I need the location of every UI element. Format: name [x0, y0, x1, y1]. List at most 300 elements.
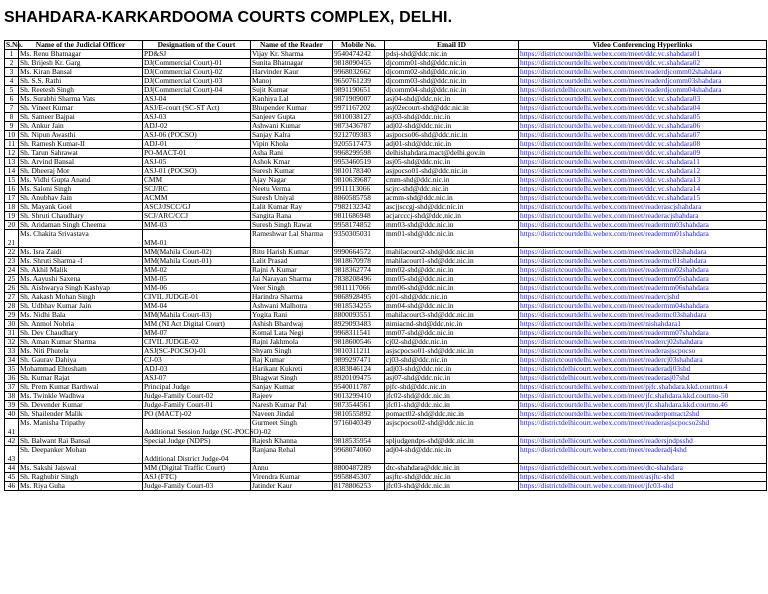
- reader-name-cell: Sanjeev Gupta: [251, 113, 333, 122]
- sno-cell: 26: [5, 284, 19, 293]
- court-designation-cell: ASJ/E-court (SC-ST Act): [143, 104, 251, 113]
- sno-cell: 15: [5, 176, 19, 185]
- court-designation-cell: DJ(Commercial Court)-02: [143, 68, 251, 77]
- vc-link[interactable]: https://districtcourtdelhi.webex.com/meet/ddc.vc.shahdara08: [519, 140, 767, 149]
- court-designation-cell: Additional District Judge-04: [143, 446, 251, 464]
- officer-name-cell: Sh. Gaurav Dahiya: [19, 356, 143, 365]
- reader-name-cell: Raj Kumar: [251, 356, 333, 365]
- sno-cell: 43: [5, 446, 19, 464]
- officer-name-cell: Ms. Chakita Srivastava: [19, 230, 143, 248]
- vc-link[interactable]: https://districtdelhicourt.webex.com/meet/readerdjcomm04shahdara: [519, 86, 767, 95]
- sno-cell: 31: [5, 329, 19, 338]
- officer-name-cell: Sh. S.S. Rathi: [19, 77, 143, 86]
- court-designation-cell: MM (NI Act Digital Court): [143, 320, 251, 329]
- officer-name-cell: Sh. Aman Kumar Sharma: [19, 338, 143, 347]
- court-designation-cell: MM(Mahila Court-03): [143, 311, 251, 320]
- officer-name-cell: Sh. Aakash Mohan Singh: [19, 293, 143, 302]
- reader-name-cell: Suresh Singh Rawat: [251, 221, 333, 230]
- vc-link[interactable]: https://districtdelhicourt.webex.com/meet/readerasjscpocso2shd: [519, 419, 767, 437]
- email-cell: mm05-shd@ddc.nic.in: [385, 275, 519, 284]
- reader-name-cell: Naresh Kumar Pal: [251, 401, 333, 410]
- reader-name-cell: Virendra Kumar: [251, 473, 333, 482]
- officer-name-cell: Sh. Reetesh Singh: [19, 86, 143, 95]
- court-designation-cell: ASJ-04: [143, 95, 251, 104]
- court-designation-cell: ACMM: [143, 194, 251, 203]
- reader-name-cell: Yogita Rani: [251, 311, 333, 320]
- vc-link[interactable]: https://districtcourtdelhi.webex.com/meet/ddc.vc.shahdara03: [519, 95, 767, 104]
- email-cell: djcomm01-shd@ddc.nic.in: [385, 59, 519, 68]
- mobile-cell: 9818600546: [333, 338, 385, 347]
- email-cell: mm01-shd@ddc.nic.in: [385, 230, 519, 248]
- officer-name-cell: Ms. Riya Guha: [19, 482, 143, 491]
- email-cell: asjpocso01-shd@ddc.nic.in: [385, 167, 519, 176]
- sno-cell: 21: [5, 230, 19, 248]
- email-cell: acjarcccj-shd@ddc.nic.in: [385, 212, 519, 221]
- court-designation-cell: ASJ-01 (POCSO): [143, 167, 251, 176]
- officer-name-cell: Ms. Nidhi Bala: [19, 311, 143, 320]
- sno-cell: 41: [5, 419, 19, 437]
- court-designation-cell: ASJ(SC-POCSO)-01: [143, 347, 251, 356]
- court-designation-cell: MM-01: [143, 230, 251, 248]
- court-designation-cell: MM-05: [143, 275, 251, 284]
- email-cell: asjpocso06-shd@ddc.nic.in: [385, 131, 519, 140]
- vc-link[interactable]: https://districtcourtdelhi.webex.com/meet/ddc.vc.shahdara13: [519, 176, 767, 185]
- sno-cell: 35: [5, 365, 19, 374]
- court-designation-cell: CJ-03: [143, 356, 251, 365]
- mobile-cell: 9540474242: [333, 50, 385, 59]
- vc-link[interactable]: https://districtcourtdelhi.webex.com/meet/ddc.vc.shahdara12: [519, 167, 767, 176]
- reader-name-cell: Vipin Khola: [251, 140, 333, 149]
- reader-name-cell: Bhupender Kumar: [251, 104, 333, 113]
- header-reader: Name of the Reader: [251, 41, 333, 50]
- officer-name-cell: Sh. Anmol Nohria: [19, 320, 143, 329]
- vc-link[interactable]: https://districtcourtdelhi.webex.com/meet/readermm01shahdara: [519, 230, 767, 248]
- reader-name-cell: Vijay Kr. Sharma: [251, 50, 333, 59]
- reader-name-cell: Sanjay Kumar: [251, 383, 333, 392]
- officer-name-cell: Sh. Ramesh Kumar-II: [19, 140, 143, 149]
- sno-cell: 33: [5, 347, 19, 356]
- reader-name-cell: Neetu Verma: [251, 185, 333, 194]
- sno-cell: 4: [5, 77, 19, 86]
- sno-cell: 8: [5, 113, 19, 122]
- vc-link[interactable]: https://districtdelhicourt.webex.com/meet/asjftc-shd: [519, 473, 767, 482]
- officer-name-cell: Sh. Raghubir Singh: [19, 473, 143, 482]
- sno-cell: 20: [5, 221, 19, 230]
- court-designation-cell: MM(Mahila Court-02): [143, 248, 251, 257]
- vc-link[interactable]: https://districtcourtdelhi.webex.com/meet/readermm06shahdara: [519, 284, 767, 293]
- officer-name-cell: Ms. Saloni Singh: [19, 185, 143, 194]
- sno-cell: 22: [5, 248, 19, 257]
- mobile-cell: 9968032662: [333, 68, 385, 77]
- sno-cell: 45: [5, 473, 19, 482]
- sno-cell: 36: [5, 374, 19, 383]
- mobile-cell: 8178806253: [333, 482, 385, 491]
- sno-cell: 7: [5, 104, 19, 113]
- reader-name-cell: Gurmeet Singh: [251, 419, 333, 437]
- court-designation-cell: ADJ-03: [143, 365, 251, 374]
- email-cell: dtc-shahdara@ddc.nic.in: [385, 464, 519, 473]
- vc-link[interactable]: https://districtcourtdelhi.webex.com/meet/readermm05shahdara: [519, 275, 767, 284]
- mobile-cell: 9818534255: [333, 302, 385, 311]
- header-sno: S.No.: [6, 40, 23, 49]
- court-designation-cell: Principal Judge: [143, 383, 251, 392]
- court-designation-cell: ASJ-06 (POCSO): [143, 131, 251, 140]
- vc-link[interactable]: https://districtcourtdelhi.webex.com/meet/ddc.vc.shahdara01: [519, 50, 767, 59]
- mobile-cell: 8920109475: [333, 374, 385, 383]
- vc-link[interactable]: https://districtdelhicourt.webex.com/meet/readerasj07shd: [519, 374, 767, 383]
- mobile-cell: 9899297471: [333, 356, 385, 365]
- vc-link[interactable]: https://districtcourtdelhi.webex.com/meet/ddc.vc.shahdara15: [519, 194, 767, 203]
- email-cell: scjrc-shd@ddc.nic.in: [385, 185, 519, 194]
- sno-cell: 14: [5, 167, 19, 176]
- court-designation-cell: Judge-Family Court-03: [143, 482, 251, 491]
- sno-cell: 5: [5, 86, 19, 95]
- reader-name-cell: Rajni A Kumar: [251, 266, 333, 275]
- sno-cell: 13: [5, 158, 19, 167]
- officer-name-cell: Ms. Manisha Tripathy: [19, 419, 143, 437]
- reader-name-cell: Harindra Sharma: [251, 293, 333, 302]
- officer-name-cell: Sh. Nipun Awasthi: [19, 131, 143, 140]
- sno-cell: 34: [5, 356, 19, 365]
- sno-cell: 16: [5, 185, 19, 194]
- mobile-cell: 9818362774: [333, 266, 385, 275]
- email-cell: cj03-shd@ddc.nic.in: [385, 356, 519, 365]
- court-designation-cell: ADJ-01: [143, 140, 251, 149]
- email-cell: asjscpocso02-shd@ddc.nic.in: [385, 419, 519, 437]
- officer-name-cell: Ms. Kiran Bansal: [19, 68, 143, 77]
- mobile-cell: 9810639687: [333, 176, 385, 185]
- email-cell: asjftc-shd@ddc.nic.in: [385, 473, 519, 482]
- email-cell: adj02-shd@ddc.nic.in: [385, 122, 519, 131]
- sno-cell: 29: [5, 311, 19, 320]
- sno-cell: 19: [5, 212, 19, 221]
- officer-name-cell: Sh. Akhil Malik: [19, 266, 143, 275]
- officer-name-cell: Sh. Devender Kumar: [19, 401, 143, 410]
- vc-link[interactable]: https://districtcourtdelhi.webex.com/meet/readerasjscpocso: [519, 347, 767, 356]
- mobile-cell: 9212709383: [333, 131, 385, 140]
- mobile-cell: 9811686948: [333, 212, 385, 221]
- officer-name-cell: Sh. Kumar Rajat: [19, 374, 143, 383]
- reader-name-cell: Komal Lata Negi: [251, 329, 333, 338]
- vc-link[interactable]: https://districtcourtdelhi.webex.com/meet/readeracjshahdara: [519, 212, 767, 221]
- officer-name-cell: Sh. Shruti Chaudhary: [19, 212, 143, 221]
- mobile-cell: 8929093483: [333, 320, 385, 329]
- sno-cell: 32: [5, 338, 19, 347]
- vc-link[interactable]: https://districtcourtdelhi.webex.com/meet/readerdjcomm03shahdara: [519, 77, 767, 86]
- vc-link[interactable]: https://districtcourtdelhi.webex.com/meet/readercjshd: [519, 293, 767, 302]
- reader-name-cell: Veer Singh: [251, 284, 333, 293]
- vc-link[interactable]: https://districtdelhicourt.webex.com/meet/jfc03-shd: [519, 482, 767, 491]
- mobile-cell: 9810555892: [333, 410, 385, 419]
- court-designation-cell: DJ(Commercial Court)-03: [143, 77, 251, 86]
- sno-cell: 28: [5, 302, 19, 311]
- vc-link[interactable]: https://districtcourtdelhi.webex.com/meet/nishahdara1: [519, 320, 767, 329]
- reader-name-cell: Asha Rani: [251, 149, 333, 158]
- mobile-cell: 9891190651: [333, 86, 385, 95]
- sno-cell: 46: [5, 482, 19, 491]
- mobile-cell: 9873544561: [333, 401, 385, 410]
- email-cell: mm02-shd@ddc.nic.in: [385, 266, 519, 275]
- sno-cell: 11: [5, 140, 19, 149]
- mobile-cell: 9810311211: [333, 347, 385, 356]
- mobile-cell: 9911113066: [333, 185, 385, 194]
- reader-name-cell: Rajni Jakhmola: [251, 338, 333, 347]
- reader-name-cell: Ashwani Kumar: [251, 122, 333, 131]
- sno-cell: 44: [5, 464, 19, 473]
- sno-cell: 38: [5, 392, 19, 401]
- judicial-officers-table: [4, 40, 767, 491]
- court-designation-cell: SCJ/ARC/CCJ: [143, 212, 251, 221]
- officer-name-cell: Sh. Dheeraj Mor: [19, 167, 143, 176]
- court-designation-cell: ASJ-03: [143, 113, 251, 122]
- officer-name-cell: Ms. Niti Phutela: [19, 347, 143, 356]
- reader-name-cell: Rajesh Khanna: [251, 437, 333, 446]
- officer-name-cell: Ms. Isra Zaidi: [19, 248, 143, 257]
- mobile-cell: 9350305031: [333, 230, 385, 248]
- vc-link[interactable]: https://districtcourtdelhi.webex.com/meet/readercj03shahdara: [519, 356, 767, 365]
- sno-cell: 9: [5, 122, 19, 131]
- email-cell: pomact02-shd@ddc.nic.in: [385, 410, 519, 419]
- email-cell: adj04-shd@ddc.nic.in: [385, 446, 519, 464]
- mobile-cell: 9811117066: [333, 284, 385, 293]
- court-designation-cell: PD&SJ: [143, 50, 251, 59]
- vc-link[interactable]: https://districtcourtdelhi.webex.com/meet/readermm07shahdara: [519, 329, 767, 338]
- email-cell: asj05-shd@ddc.nic.in: [385, 158, 519, 167]
- mobile-cell: 9818535954: [333, 437, 385, 446]
- reader-name-cell: Sanjay Kalra: [251, 131, 333, 140]
- email-cell: cj02-shd@ddc.nic.in: [385, 338, 519, 347]
- mobile-cell: 9810178340: [333, 167, 385, 176]
- sno-cell: 18: [5, 203, 19, 212]
- email-cell: pjfc-shd@ddc.nic.in: [385, 383, 519, 392]
- court-designation-cell: MM-07: [143, 329, 251, 338]
- officer-name-cell: Sh. Sameer Bajpai: [19, 113, 143, 122]
- court-designation-cell: ADJ-02: [143, 122, 251, 131]
- reader-name-cell: Ranjana Rehal: [251, 446, 333, 464]
- court-designation-cell: MM-03: [143, 221, 251, 230]
- email-cell: jfc03-shd@ddc.nic.in: [385, 482, 519, 491]
- table-row: [5, 230, 767, 248]
- sno-cell: 37: [5, 383, 19, 392]
- sno-cell: 42: [5, 437, 19, 446]
- email-cell: mm06-shd@ddc.nic.in: [385, 284, 519, 293]
- reader-name-cell: Lalit Prasad: [251, 257, 333, 266]
- email-cell: mm07-shd@ddc.nic.in: [385, 329, 519, 338]
- mobile-cell: 8383846124: [333, 365, 385, 374]
- email-cell: mahilacourt1-shd@ddc.nic.in: [385, 257, 519, 266]
- sno-cell: 25: [5, 275, 19, 284]
- court-designation-cell: CIVIL JUDGE-02: [143, 338, 251, 347]
- vc-link[interactable]: https://districtcourtdelhi.webex.com/meet/readerpomact2shd: [519, 410, 767, 419]
- sno-cell: 39: [5, 401, 19, 410]
- court-designation-cell: DJ(Commercial Court)-04: [143, 86, 251, 95]
- mobile-cell: 9868928495: [333, 293, 385, 302]
- mobile-cell: 7982132342: [333, 203, 385, 212]
- email-cell: ascjjsccgj-shd@ddc.nic.in: [385, 203, 519, 212]
- vc-link[interactable]: https://districtcourtdelhi.webex.com/meet/readermc02shahdara: [519, 248, 767, 257]
- court-designation-cell: MM(Mahila Court-01): [143, 257, 251, 266]
- vc-link[interactable]: https://districtcourtdelhi.webex.com/meet/ddc.vc.shahdara05: [519, 113, 767, 122]
- header-court: Designation of the Court: [143, 41, 251, 50]
- mobile-cell: 7838208496: [333, 275, 385, 284]
- officer-name-cell: Sh. Tarun Sahrawat: [19, 149, 143, 158]
- mobile-cell: 9540011787: [333, 383, 385, 392]
- email-cell: mahilacourt2-shd@ddc.nic.in: [385, 248, 519, 257]
- vc-link[interactable]: https://districtcourtdelhi.webex.com/meet/ddc.vc.shahdara09: [519, 149, 767, 158]
- officer-name-cell: Sh. Shailender Malik: [19, 410, 143, 419]
- officer-name-cell: Sh. Dev Chaudhary: [19, 329, 143, 338]
- header-vc-link: Video Conferencing Hyperlinks: [519, 41, 767, 50]
- email-cell: mm03-shd@ddc.nic.in: [385, 221, 519, 230]
- sno-cell: 6: [5, 95, 19, 104]
- reader-name-cell: Kanhiya Lal: [251, 95, 333, 104]
- vc-link[interactable]: https://districtcourtdelhi.webex.com/meet/readerascjshahdara: [519, 203, 767, 212]
- vc-link[interactable]: https://districtcourtdelhi.webex.com/meet/readermm03shahdara: [519, 221, 767, 230]
- mobile-cell: 9968074060: [333, 446, 385, 464]
- vc-link[interactable]: https://districtcourtdelhi.webex.com/meet/ddc.vc.shahdara02: [519, 59, 767, 68]
- vc-link[interactable]: https://districtdelhicourt.webex.com/meet/dtc-shahdara: [519, 464, 767, 473]
- court-designation-cell: PO (MACT)-02: [143, 410, 251, 419]
- vc-link[interactable]: https://districtcourtdelhi.webex.com/meet/ddc.vc.shahdara11: [519, 158, 767, 167]
- mobile-cell: 8860585758: [333, 194, 385, 203]
- court-designation-cell: DJ(Commercial Court)-01: [143, 59, 251, 68]
- email-cell: adj01-shd@ddc.nic.in: [385, 140, 519, 149]
- vc-link[interactable]: https://districtcourtdelhi.webex.com/meet/ddc.vc.shahdara06: [519, 122, 767, 131]
- court-designation-cell: MM-02: [143, 266, 251, 275]
- officer-name-cell: Ms. Surabhi Sharma Vats: [19, 95, 143, 104]
- email-cell: adj03-shd@ddc.nic.in: [385, 365, 519, 374]
- mobile-cell: 9953460519: [333, 158, 385, 167]
- vc-link[interactable]: https://districtcourtdelhi.webex.com/meet/jfc.shahdara.kkd.courtno-50: [519, 392, 767, 401]
- court-designation-cell: ASJ-05: [143, 158, 251, 167]
- officer-name-cell: Mohammad Ehtesham: [19, 365, 143, 374]
- sno-cell: 40: [5, 410, 19, 419]
- vc-link[interactable]: https://districtcourtdelhi.webex.com/meet/pjfc.shahdara.kkd.courtno.4: [519, 383, 767, 392]
- sno-cell: 30: [5, 320, 19, 329]
- reader-name-cell: Bhagwat Singh: [251, 374, 333, 383]
- officer-name-cell: Sh. Brijesh Kr. Garg: [19, 59, 143, 68]
- court-designation-cell: PO-MACT-01: [143, 149, 251, 158]
- vc-link[interactable]: https://districtcourtdelhi.webex.com/meet/jfc.shahdara.kkd.courtno.46: [519, 401, 767, 410]
- vc-link[interactable]: https://districtcourtdelhi.webex.com/meet/ddc.vc.shahdara07: [519, 131, 767, 140]
- mobile-cell: 8800487289: [333, 464, 385, 473]
- vc-link[interactable]: https://districtcourtdelhi.webex.com/meet/readercj02shahdara: [519, 338, 767, 347]
- court-designation-cell: ASCJ/JSCC/GJ: [143, 203, 251, 212]
- reader-name-cell: Harvinder Kaur: [251, 68, 333, 77]
- mobile-cell: 9873436787: [333, 122, 385, 131]
- reader-name-cell: Ashok Kmar: [251, 158, 333, 167]
- mobile-cell: 9968299598: [333, 149, 385, 158]
- table-body: [5, 50, 767, 491]
- vc-link[interactable]: https://districtcourtdelhi.webex.com/meet/ddc.vc.shahdara04: [519, 104, 767, 113]
- court-designation-cell: SCJ/RC: [143, 185, 251, 194]
- sno-cell: 2: [5, 59, 19, 68]
- officer-name-cell: Sh. Prem Kumar Barthwal: [19, 383, 143, 392]
- sno-cell: 10: [5, 131, 19, 140]
- email-cell: asj04-shd@ddc.nic.in: [385, 95, 519, 104]
- court-designation-cell: Special Judge (NDPS): [143, 437, 251, 446]
- email-cell: asj03-shd@ddc.nic.in: [385, 113, 519, 122]
- mobile-cell: 9716040349: [333, 419, 385, 437]
- vc-link[interactable]: https://districtcourtdelhi.webex.com/meet/readermc01shahdara: [519, 257, 767, 266]
- court-designation-cell: MM-04: [143, 302, 251, 311]
- reader-name-cell: Ajay Nagar: [251, 176, 333, 185]
- sno-cell: 24: [5, 266, 19, 275]
- vc-link[interactable]: https://districtcourtdelhi.webex.com/meet/ddc.vc.shahdara14: [519, 185, 767, 194]
- court-designation-cell: Judge-Family Court-01: [143, 401, 251, 410]
- mobile-cell: 9968311541: [333, 329, 385, 338]
- officer-name-cell: Ms. Shruti Sharma -I: [19, 257, 143, 266]
- officer-name-cell: Ms. Renu Bhatnagar: [19, 50, 143, 59]
- vc-link[interactable]: https://districtdelhicourt.webex.com/meet/readersjndpsshd: [519, 437, 767, 446]
- header-officer: Name of the Judicial Officer: [19, 41, 143, 50]
- reader-name-cell: Suresh Uniyal: [251, 194, 333, 203]
- email-cell: spljudgendps-shd@ddc.nic.in: [385, 437, 519, 446]
- officer-name-cell: Sh. Arvind Bansal: [19, 158, 143, 167]
- officer-name-cell: Sh. Mayank Goel: [19, 203, 143, 212]
- reader-name-cell: Rameshwar Lal Sharma: [251, 230, 333, 248]
- reader-name-cell: Ashwani Malhotra: [251, 302, 333, 311]
- vc-link[interactable]: https://districtcourtdelhi.webex.com/meet/readermm02shahdara: [519, 266, 767, 275]
- header-email: Email ID: [385, 41, 519, 50]
- mobile-cell: 9818670978: [333, 257, 385, 266]
- reader-name-cell: Sunita Bhatnagar: [251, 59, 333, 68]
- sno-cell: 3: [5, 68, 19, 77]
- vc-link[interactable]: https://districtcourtdelhi.webex.com/meet/readermm04shahdara: [519, 302, 767, 311]
- reader-name-cell: Ritu Harish Kumar: [251, 248, 333, 257]
- court-designation-cell: MM (Digital Traffic Court): [143, 464, 251, 473]
- vc-link[interactable]: https://districtcourtdelhi.webex.com/meet/readerdjcomm02shahdara: [519, 68, 767, 77]
- email-cell: pdsj-shd@ddc.nic.in: [385, 50, 519, 59]
- email-cell: djcomm04-shd@ddc.nic.in: [385, 86, 519, 95]
- mobile-cell: 9971167202: [333, 104, 385, 113]
- vc-link[interactable]: https://districtdelhicourt.webex.com/meet/readeradj03shd: [519, 365, 767, 374]
- reader-name-cell: Sangita Rana: [251, 212, 333, 221]
- email-cell: cmm-shd@ddc.nic.in: [385, 176, 519, 185]
- officer-name-cell: Sh. Anubhav Jain: [19, 194, 143, 203]
- court-designation-cell: Judge-Family Court-02: [143, 392, 251, 401]
- officer-name-cell: Sh. Udbhav Kumar Jain: [19, 302, 143, 311]
- table-row: [5, 482, 767, 491]
- sno-cell: 23: [5, 257, 19, 266]
- reader-name-cell: Ashish Bhardwaj: [251, 320, 333, 329]
- table-row: [5, 446, 767, 464]
- reader-name-cell: Manoj: [251, 77, 333, 86]
- reader-name-cell: Naveen Jindal: [251, 410, 333, 419]
- vc-link[interactable]: https://districtcourtdelhi.webex.com/meet/readermc03shahdara: [519, 311, 767, 320]
- officer-name-cell: Ms. Aayushi Saxena: [19, 275, 143, 284]
- court-designation-cell: CMM: [143, 176, 251, 185]
- court-designation-cell: Additional Session Judge (SC-POCSO)-02: [143, 419, 251, 437]
- email-cell: djcomm02-shd@ddc.nic.in: [385, 68, 519, 77]
- officer-name-cell: Ms. Vidhi Gupta Anand: [19, 176, 143, 185]
- email-cell: nimiacnd-shd@ddc.nic.in: [385, 320, 519, 329]
- court-designation-cell: CIVIL JUDGE-01: [143, 293, 251, 302]
- email-cell: jfc01-shd@ddc.nic.in: [385, 401, 519, 410]
- mobile-cell: 9205517473: [333, 140, 385, 149]
- court-designation-cell: MM-06: [143, 284, 251, 293]
- sno-cell: 27: [5, 293, 19, 302]
- email-cell: cj01-shd@ddc.nic.in: [385, 293, 519, 302]
- court-designation-cell: ASJ (FTC): [143, 473, 251, 482]
- mobile-cell: 9871909007: [333, 95, 385, 104]
- court-designation-cell: ASJ-07: [143, 374, 251, 383]
- reader-name-cell: Annu: [251, 464, 333, 473]
- officer-name-cell: Ms. Sakshi Jaiswal: [19, 464, 143, 473]
- email-cell: mahilacourt3-shd@ddc.nic.in: [385, 311, 519, 320]
- vc-link[interactable]: https://districtdelhicourt.webex.com/meet/readeradj4shd: [519, 446, 767, 464]
- email-cell: acmm-shd@ddc.nic.in: [385, 194, 519, 203]
